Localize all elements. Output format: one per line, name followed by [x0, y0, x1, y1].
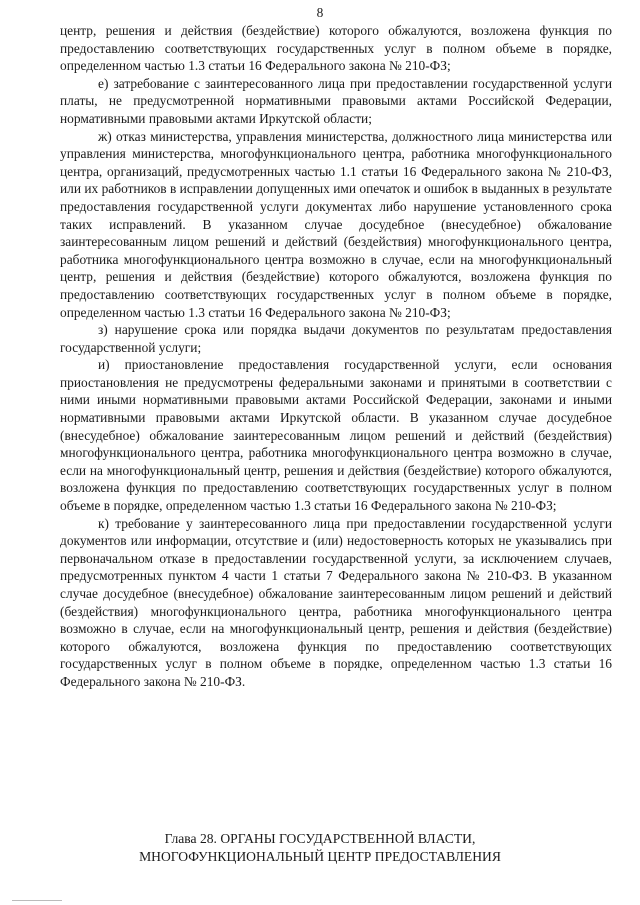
scan-edge-mark [12, 900, 62, 901]
paragraph-item-i: и) приостановление предоставления государственной услуги, если основания приостановления не предусмотрены федеральными законами и принятыми в соответствии с ними иными нормативными правовыми актами Российской Федерации, законами и иными нормативными правовыми актами Иркутской области. В указанном случае досудебное (внесудебное) обжалование заинтересованным лицом решений и действий (бездействия) многофункционального центра, работника многофункционального центра возможно в случае, если на многофункциональный центр, решения и действия (бездействие) которого обжалуются, возложена функция по предоставлению соответствующих государственных услуг в полном объеме в порядке, определенном частью 1.3 статьи 16 Федерального закона № 210-ФЗ; [60, 357, 612, 514]
paragraph-item-k: к) требование у заинтересованного лица при предоставлении государственной услуги документов или информации, отсутствие и (или) недостоверность которых не указывались при первоначальном отказе в предоставлении государственной услуги, за исключением случаев, предусмотренных пунктом 4 части 1 статьи 7 Федерального закона № 210-ФЗ. В указанном случае досудебное (внесудебное) обжалование заинтересованным лицом решений и действий (бездействия) многофункционального центра, работника многофункционального центра возможно в случае, если на многофункциональный центр, решения и действия (бездействие) которого обжалуются, возложена функция по предоставлению соответствующих государственных услуг в полном объеме в порядке, определенном частью 1.3 статьи 16 Федерального закона № 210-ФЗ. [60, 515, 612, 689]
chapter-heading-line-2: МНОГОФУНКЦИОНАЛЬНЫЙ ЦЕНТР ПРЕДОСТАВЛЕНИЯ [139, 849, 501, 864]
chapter-heading [0, 830, 640, 866]
document-body [60, 22, 612, 691]
chapter-heading-line-1: Глава 28. ОРГАНЫ ГОСУДАРСТВЕННОЙ ВЛАСТИ, [164, 831, 476, 846]
paragraph-item-z: з) нарушение срока или порядка выдачи документов по результатам предоставления государственной услуги; [60, 322, 612, 355]
page-number: 8 [316, 5, 324, 20]
paragraph-item-zh: ж) отказ министерства, управления министерства, должностного лица министерства или управления министерства, многофункционального центра, работника многофункционального центра, организаций, предусмотренных частью 1.1 статьи 16 Федерального закона № 210-ФЗ, или их работников в исправлении допущенных ими опечаток и ошибок в выданных в результате предоставления государственной услуги документах либо нарушение установленного срока таких исправлений. В указанном случае досудебное (внесудебное) обжалование заинтересованным лицом решений и действий (бездействия) многофункционального центра, работника многофункционального центра возможно в случае, если на многофункциональный центр, решения и действия (бездействие) которого обжалуются, возложена функция по предоставлению соответствующих государственных услуг в полном объеме в порядке, определенном частью 1.3 статьи 16 Федерального закона № 210-ФЗ; [60, 128, 612, 320]
paragraph-item-e: е) затребование с заинтересованного лица при предоставлении государственной услуги платы, не предусмотренной нормативными правовыми актами Российской Федерации, нормативными правовыми актами Иркутской области; [60, 75, 612, 126]
paragraph-continuation: центр, решения и действия (бездействие) которого обжалуются, возложена функция по предоставлению соответствующих государственных услуг в полном объеме в порядке, определенном частью 1.3 статьи 16 Федерального закона № 210-ФЗ; [60, 23, 612, 74]
